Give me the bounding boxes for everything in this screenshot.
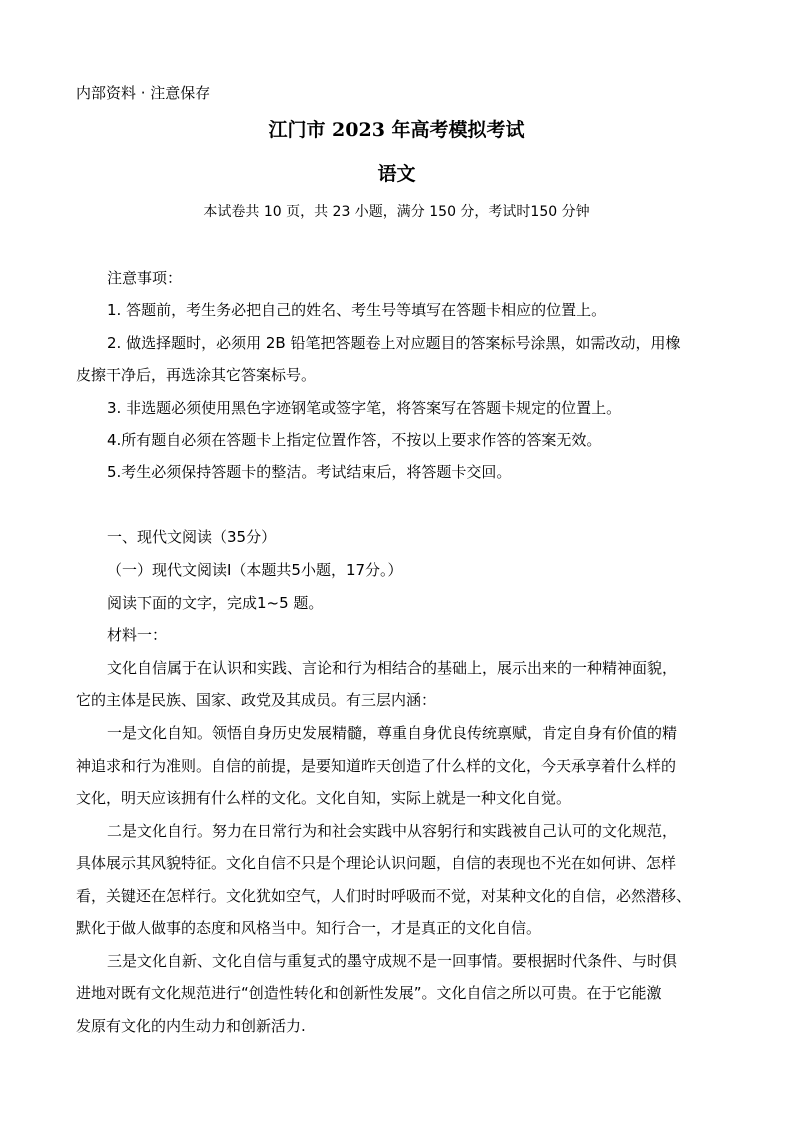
passage-line: 它的主体是民族、国家、政党及其成员。有三层内涵： [76,691,437,709]
confidential-note: 内部资料 · 注意保存 [76,84,211,102]
passage-line: 进地对既有文化规范进行“创造性转化和创新性发展”。文化自信之所以可贵。在于它能激 [76,984,662,1002]
notice-item: 5.考生必须保持答题卡的整洁。考试结束后，将答题卡交回。 [107,463,512,481]
passage-line: 神追求和行为准则。自信的前提，是要知道昨天创造了什么样的文化，今天承享着什么样的 [76,757,677,775]
notice-item: 3. 非选题必须使用黑色字迹钢笔或签字笔，将答案写在答题卡规定的位置上。 [107,399,622,417]
passage-line: 看，关键还在怎样行。文化犹如空气，人们时时呼吸而不觉，对某种文化的自信，必然潜移、 [76,887,692,905]
passage-line: 三是文化自新、文化自信与重复式的墨守成规不是一回事情。要根据时代条件、与时俱 [107,952,678,970]
notice-item: 皮擦干净后，再选涂其它答案标号。 [76,366,317,384]
reading-instruction: 阅读下面的文字，完成1~5 题。 [107,594,324,612]
exam-title: 江门市 2023 年高考模拟考试 [268,119,525,141]
subject-title: 语文 [377,163,416,185]
section-heading: 一、现代文阅读（35分） [107,528,277,546]
notice-heading: 注意事项： [107,269,183,287]
material-label: 材料一： [107,626,168,644]
notice-item: 1. 答题前，考生务必把自己的姓名、考生号等填写在答题卡相应的位置上。 [107,301,607,319]
notice-item: 4.所有题自必须在答题卡上指定位置作答，不按以上要求作答的答案无效。 [107,431,602,449]
sub-section-heading: （一）现代文阅读Ⅰ（本题共5小题，17分。） [107,561,403,579]
passage-line: 文化，明天应该拥有什么样的文化。文化自知，实际上就是一种文化自觉。 [76,789,572,807]
exam-info: 本试卷共 10 页，共 23 小题，满分 150 分，考试时150 分钟 [203,204,590,220]
passage-line: 具体展示其风貌特征。文化自信不只是个理论认识问题，自信的表现也不光在如何讲、怎样 [76,854,677,872]
passage-line: 发原有文化的内生动力和创新活力. [76,1017,306,1035]
passage-line: 默化于做人做事的态度和风格当中。知行合一，才是真正的文化自信。 [76,919,542,937]
passage-line: 二是文化自行。努力在日常行为和社会实践中从容躬行和实践被自己认可的文化规范， [107,822,678,840]
passage-line: 一是文化自知。领悟自身历史发展精髓，尊重自身优良传统禀赋，肯定自身有价值的精 [107,724,678,742]
passage-line: 文化自信属于在认识和实践、言论和行为相结合的基础上，展示出来的一种精神面貌， [107,659,678,677]
notice-item: 2. 做选择题时，必须用 2B 铅笔把答题卷上对应题目的答案标号涂黑，如需改动，用橡 [107,334,681,352]
